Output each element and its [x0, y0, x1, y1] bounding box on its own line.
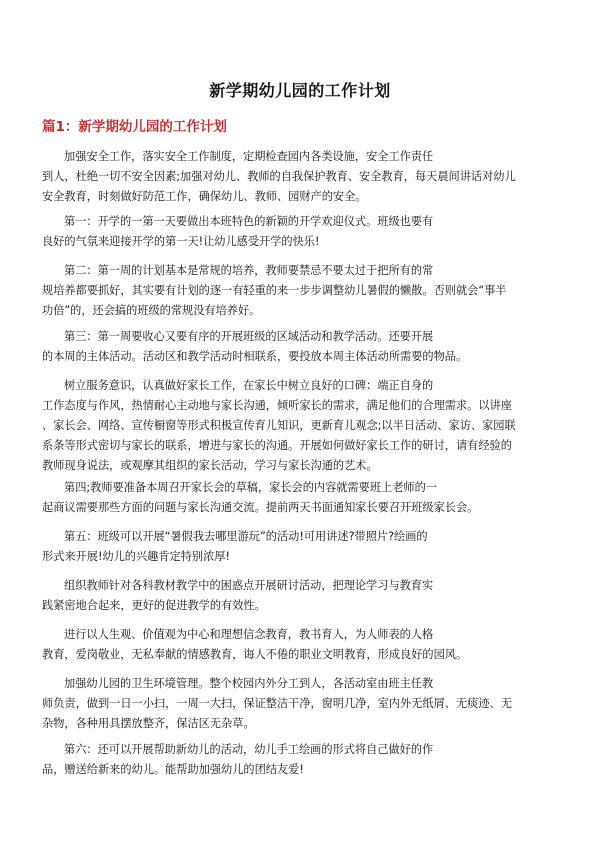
paragraph-line: 安全教育，时刻做好防范工作，确保幼儿、教师、园财产的安全。: [42, 190, 367, 203]
paragraph-line: 第四;教师要准备本周召开家长会的草稿，家长会的内容就需要班上老师的一: [64, 481, 437, 494]
paragraph-line: 加强幼儿园的卫生环境管理。整个校园内外分工到人，各活动室由班主任教: [64, 677, 434, 690]
paragraph: [42, 740, 562, 780]
paragraph-line: 教育，爱岗敬业，无私奉献的情感教育，诲人不倦的职业文明教育，形成良好的园风。: [42, 648, 468, 661]
paragraph-line: 践紧密地合起来，更好的促进教学的有效性。: [42, 599, 266, 612]
paragraph-line: 形式来开展!幼儿的兴趣肯定特别浓厚!: [42, 550, 230, 563]
paragraph-line: 第六：还可以开展帮助新幼儿的活动，幼儿手工绘画的形式将自己做好的作: [64, 743, 434, 756]
paragraph-line: 第一：开学的一第一天要做出本班特色的新颖的开学欢迎仪式。班级也要有: [64, 215, 434, 228]
paragraph-line: 进行以人生观、价值观为中心和理想信念教育，教书育人，为人师表的人格: [64, 628, 434, 641]
paragraph: [42, 674, 562, 734]
paragraph-line: 起商议需要那些方面的问题与家长沟通交流。提前两天书面通知家长要召开班级家长会。: [42, 501, 479, 514]
paragraph: [42, 261, 562, 321]
paragraph-line: 第五：班级可以开展“暑假我去哪里游玩”的活动!可用讲述?带照片?绘画的: [64, 530, 428, 543]
paragraph: [42, 327, 562, 367]
paragraph-line: 第三：第一周要收心又要有序的开展班级的区域活动和教学活动。还要开展: [64, 330, 434, 343]
paragraph: [42, 625, 562, 665]
paragraph-line: 教师现身说法，或观摩其组织的家长活动，学习与家长沟通的艺术。: [42, 459, 378, 472]
paragraph-line: 功倍”的，还会搞的班级的常规没有培养好。: [42, 304, 261, 317]
paragraph: [42, 478, 562, 518]
paragraph-line: 良好的气氛来迎接开学的第一天!让幼儿感受开学的快乐!: [42, 235, 320, 248]
page-title: 新学期幼儿园的工作计划: [209, 81, 391, 100]
section-heading: 篇1：新学期幼儿园的工作计划: [42, 119, 227, 135]
paragraph-line: 师负责，做到一日一小扫，一周一大扫，保证整洁干净，窗明几净，室内外无纸屑、无痰迹、无: [42, 697, 512, 710]
paragraph: [42, 147, 562, 207]
paragraph-line: 的本周的主体活动。活动区和教学活动时相联系，要投放本周主体活动所需要的物品。: [42, 350, 468, 363]
paragraph-line: 规培养都要抓好，其实要有计划的逐一有轻重的来一步步调整幼儿暑假的懒散。否则就会“事半: [42, 284, 507, 297]
paragraph-line: 、家长会、网络、宣传橱窗等形式积极宣传育儿知识，更新育儿观念;以半日活动、家访、家园联: [42, 419, 516, 432]
paragraph: [42, 527, 562, 567]
paragraph-line: 到人，杜绝一切不安全因素;加强对幼儿、教师的自我保护教育、安全教育，每天晨间讲话对幼儿: [42, 170, 516, 183]
paragraph: [42, 576, 562, 616]
paragraph-line: 杂物，各种用具摆放整齐，保洁区无杂草。: [42, 717, 255, 730]
paragraph-line: 组织教师针对各科教材教学中的困惑点开展研讨活动，把理论学习与教育实: [64, 579, 434, 592]
paragraph-line: 品，赠送给新来的幼儿。能帮助加强幼儿的团结友爱!: [42, 763, 304, 776]
paragraph-line: 系条等形式密切与家长的联系，增进与家长的沟通。开展如何做好家长工作的研讨，请有经验的: [42, 439, 512, 452]
paragraph-line: 加强安全工作，落实安全工作制度，定期检查园内各类设施，安全工作责任: [64, 150, 434, 163]
paragraph-line: 第二：第一周的计划基本是常规的培养，教师要禁忌不要太过于把所有的常: [64, 264, 434, 277]
paragraph: [42, 376, 562, 476]
paragraph: [42, 212, 562, 252]
paragraph-line: 工作态度与作风，热情耐心主动地与家长沟通，倾听家长的需求，满足他们的合理需求。以讲座: [42, 399, 512, 412]
paragraph-line: 树立服务意识，认真做好家长工作，在家长中树立良好的口碑：端正自身的: [64, 379, 434, 392]
